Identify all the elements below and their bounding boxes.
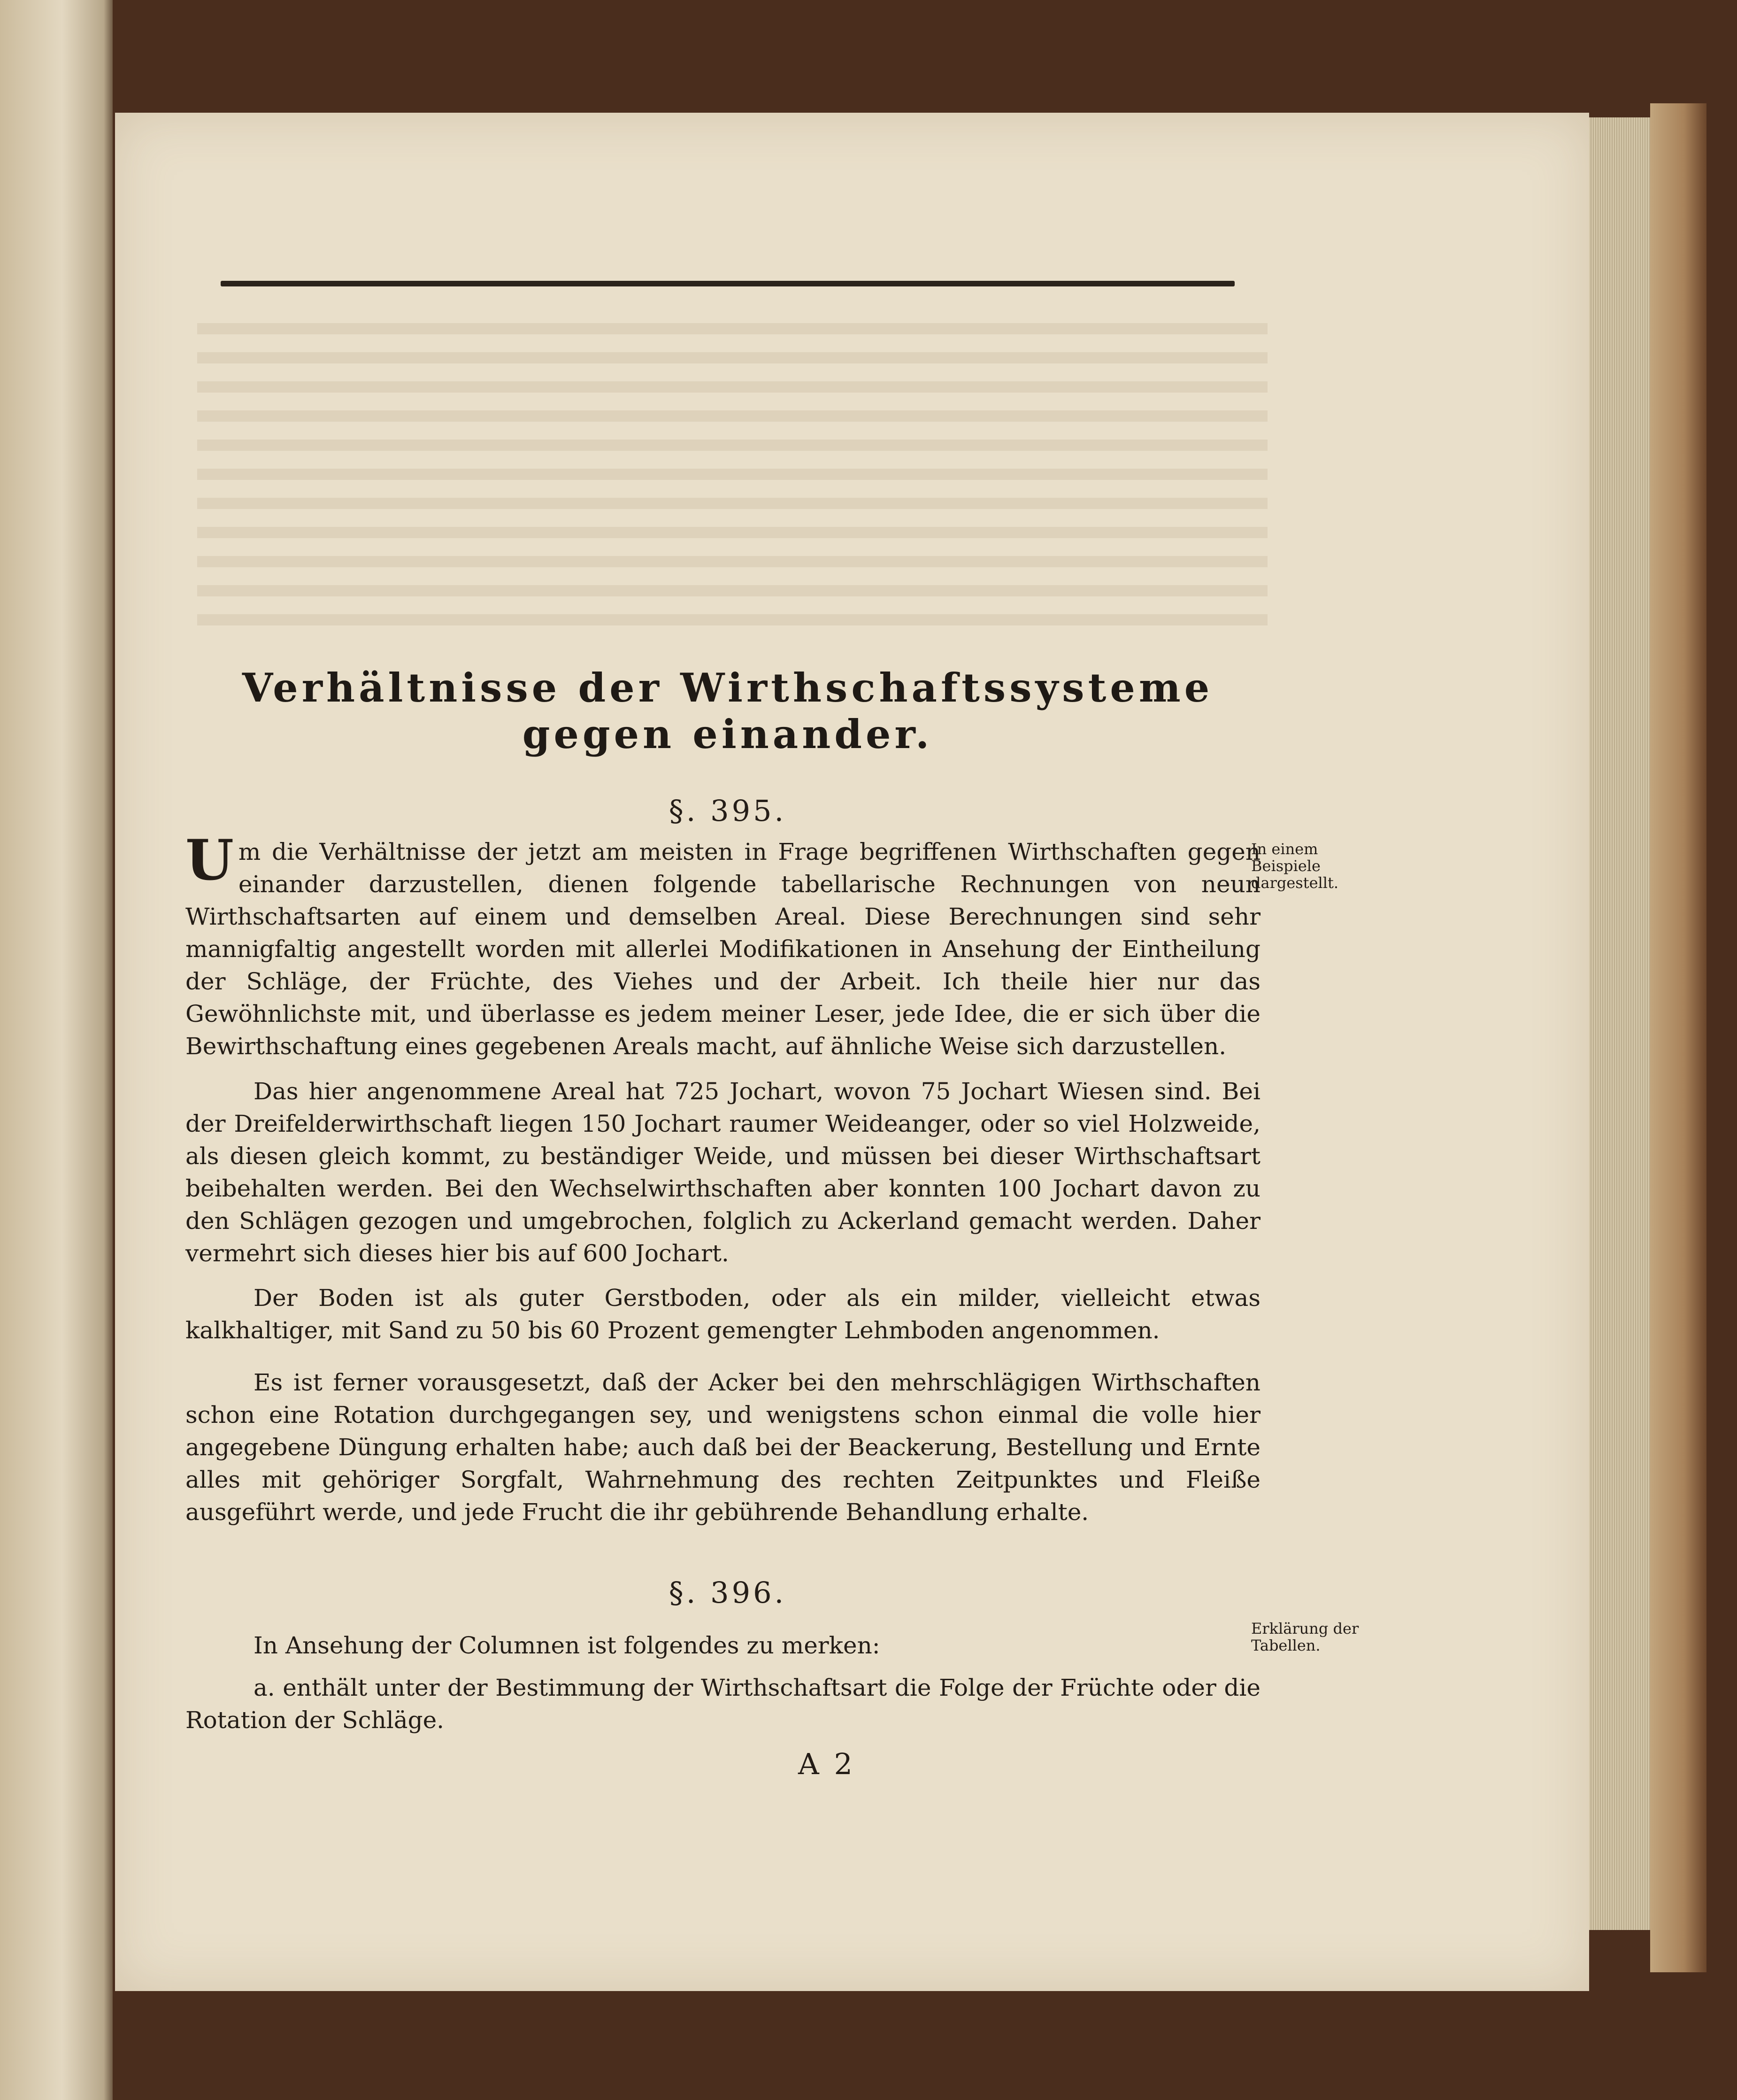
paragraph-4: Es ist ferner vorausgesetzt, daß der Acker bei den mehrschlägigen Wirthschaften schon eine Rotation durchgegangen sey, und wenigstens schon einmal die volle hier angegebene Düngung erhalten habe; auch daß bei der Beackerung, Bestellung und Ernte alles mit gehöriger Sorgfalt, Wahrnehmung des rechten Zeitpunktes und Fleiße ausgeführt werde, und jede Frucht die ihr gebührende Behandlung erhalte. xyxy=(185,1369,1260,1526)
paragraph-1 xyxy=(185,827,1260,1063)
section-number-395: §. 395. xyxy=(669,794,787,828)
paragraph-5: In Ansehung der Columnen ist folgendes zu merken: xyxy=(254,1632,880,1659)
paragraph-1-text: m die Verhältnisse der jetzt am meisten in Frage begriffenen Wirthschaften gegen einander darzustellen, dienen folgende tabellarische Rechnungen von neun Wirthschaftsarten auf einem und demselben Areal. Diese Berechnungen sind sehr mannigfaltig angestellt worden mit allerlei Modifikationen in Ansehung der Eintheilung der Schläge, der Früchte, des Viehes und der Arbeit. Ich theile hier nur das Gewöhnlichste mit, und überlasse es jedem meiner Leser, jede Idee, die er sich über die Bewirthschaftung eines gegebenen Areals macht, auf ähnliche Weise sich darzustellen. xyxy=(185,838,1260,1060)
margin-note-395: In einem Beispiele dargestellt. xyxy=(1251,840,1338,892)
signature-mark: A 2 xyxy=(798,1747,855,1781)
show-through-text xyxy=(197,305,1268,634)
drop-cap: U xyxy=(185,827,234,893)
facing-page-edge xyxy=(0,0,113,2100)
section-number-396: §. 396. xyxy=(669,1575,787,1610)
page-stack xyxy=(1589,117,1650,1930)
margin-note-396: Erklärung der Tabellen. xyxy=(1251,1620,1359,1654)
header-rule xyxy=(221,281,1235,286)
book-cover-edge xyxy=(1650,103,1706,1972)
chapter-title: Verhältnisse der Wirthschaftssysteme gegen einander. xyxy=(242,664,1214,757)
paragraph-3: Der Boden ist als guter Gerstboden, oder als ein milder, vielleicht etwas kalkhaltiger, mit Sand zu 50 bis 60 Prozent gemengter Lehmboden angenommen. xyxy=(185,1284,1260,1344)
paragraph-6: a. enthält unter der Bestimmung der Wirthschaftsart die Folge der Früchte oder die Rotation der Schläge. xyxy=(185,1674,1260,1734)
paragraph-2: Das hier angenommene Areal hat 725 Jochart, wovon 75 Jochart Wiesen sind. Bei der Dreifelderwirthschaft liegen 150 Jochart raumer Weideanger, oder so viel Holzweide, als diesen gleich kommt, zu beständiger Weide, und müssen bei dieser Wirthschaftsart beibehalten werden. Bei den Wechselwirthschaften aber konnten 100 Jochart davon zu den Schlägen gezogen und umgebrochen, folglich zu Ackerland gemacht werden. Daher vermehrt sich dieses hier bis auf 600 Jochart. xyxy=(185,1078,1260,1267)
